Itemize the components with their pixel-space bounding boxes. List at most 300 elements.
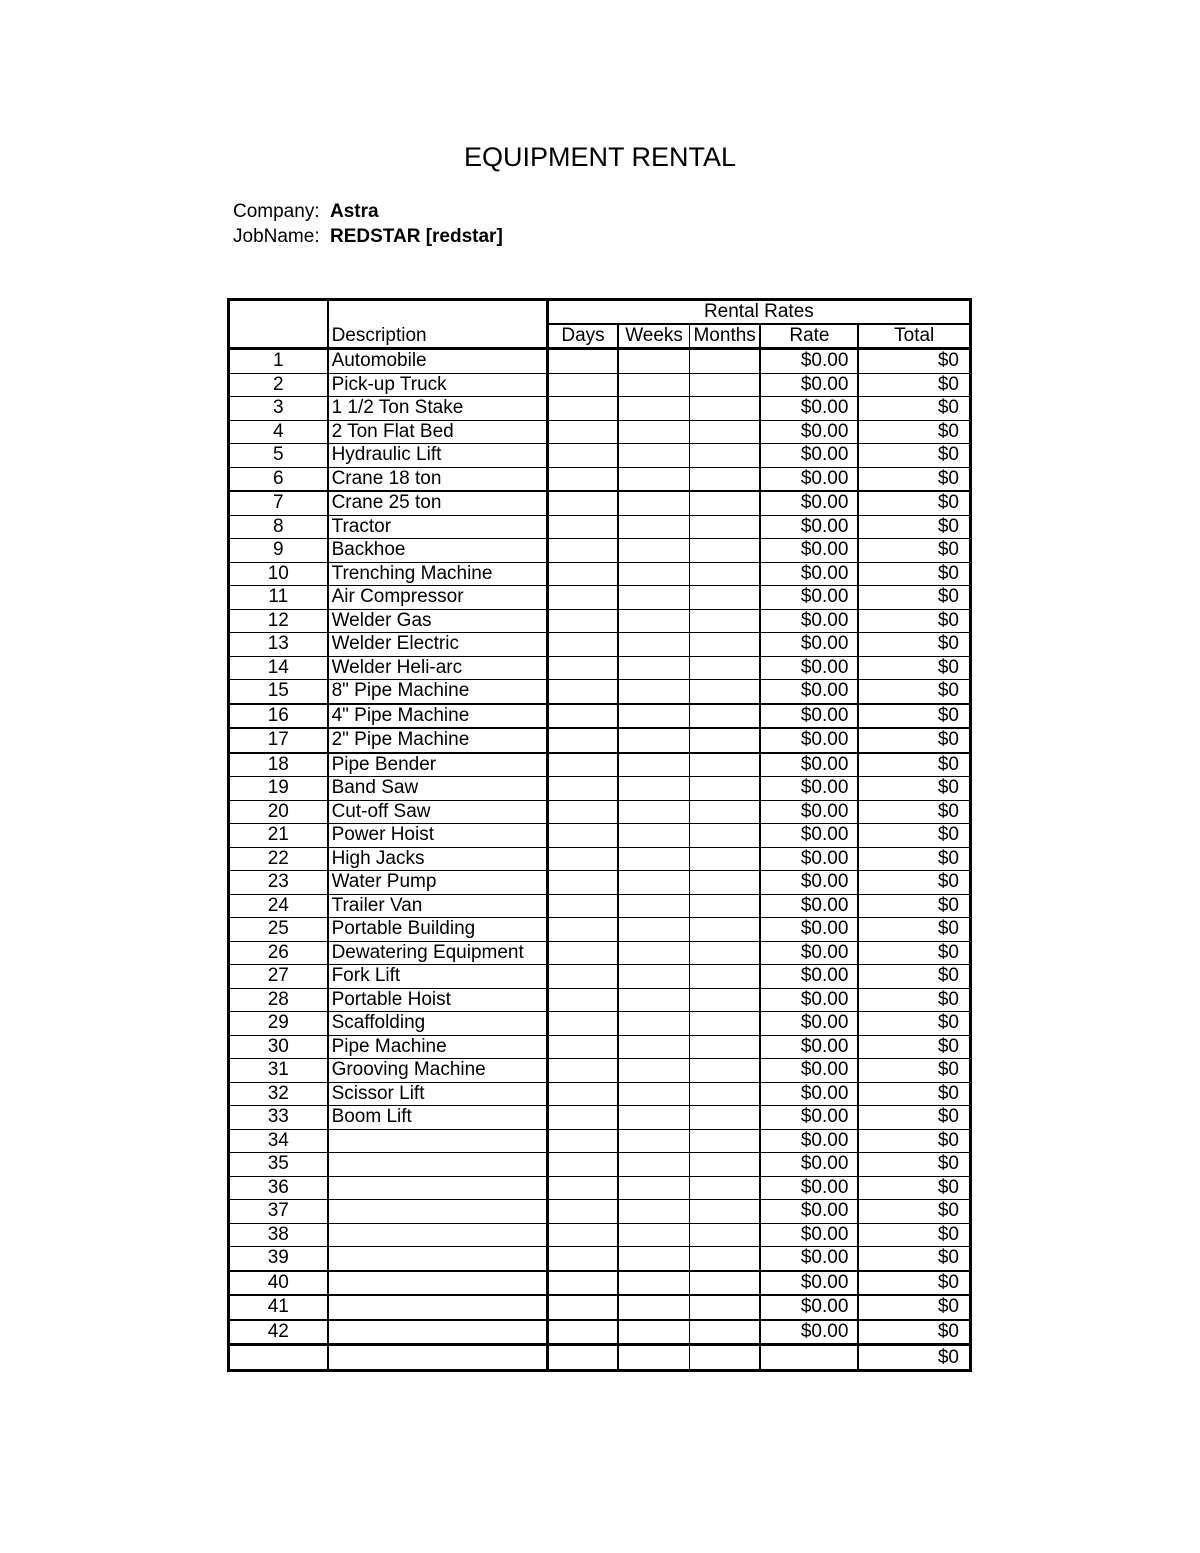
row-months-cell (689, 420, 760, 444)
row-months-cell (689, 1082, 760, 1106)
row-total: $0 (858, 1012, 970, 1036)
row-number: 29 (229, 1012, 328, 1036)
company-label: Company: (233, 201, 320, 222)
row-description: Trailer Van (328, 894, 548, 918)
row-number: 28 (229, 988, 328, 1012)
row-days-cell (547, 1271, 618, 1296)
row-weeks-cell (618, 728, 689, 753)
row-weeks-cell (618, 753, 689, 777)
row-days-cell (547, 373, 618, 397)
row-total: $0 (858, 373, 970, 397)
row-weeks-cell (618, 847, 689, 871)
table-row (229, 894, 971, 918)
row-weeks-cell (618, 1153, 689, 1177)
row-total: $0 (858, 1295, 970, 1320)
row-description: Crane 18 ton (328, 467, 548, 491)
table-row (229, 373, 971, 397)
row-days-cell (547, 1106, 618, 1130)
row-number: 39 (229, 1247, 328, 1271)
row-weeks-cell (618, 420, 689, 444)
table-row (229, 847, 971, 871)
row-months-cell (689, 918, 760, 942)
row-months-cell (689, 1247, 760, 1271)
row-number: 9 (229, 539, 328, 563)
row-weeks-cell (618, 1035, 689, 1059)
row-total: $0 (858, 349, 970, 374)
row-days-cell (547, 1200, 618, 1224)
row-rate: $0.00 (760, 918, 858, 942)
row-description: Portable Hoist (328, 988, 548, 1012)
table-row (229, 515, 971, 539)
row-months-cell (689, 373, 760, 397)
row-description (328, 1295, 548, 1320)
row-description: Pipe Machine (328, 1035, 548, 1059)
row-days-cell (547, 397, 618, 421)
row-total: $0 (858, 1035, 970, 1059)
row-number: 26 (229, 941, 328, 965)
row-months-cell (689, 680, 760, 704)
row-months-cell (689, 704, 760, 729)
table-row (229, 753, 971, 777)
table-row (229, 586, 971, 610)
row-weeks-cell (618, 941, 689, 965)
header-total: Total (858, 324, 970, 349)
row-days-cell (547, 1247, 618, 1271)
row-rate: $0.00 (760, 467, 858, 491)
row-weeks-cell (618, 1320, 689, 1345)
table-row (229, 444, 971, 468)
row-months-cell (689, 1129, 760, 1153)
row-number: 19 (229, 777, 328, 801)
footer-weeks-cell (618, 1345, 689, 1371)
row-description: Portable Building (328, 918, 548, 942)
row-weeks-cell (618, 633, 689, 657)
table-row (229, 1082, 971, 1106)
row-weeks-cell (618, 586, 689, 610)
row-weeks-cell (618, 777, 689, 801)
row-months-cell (689, 1271, 760, 1296)
row-rate: $0.00 (760, 1153, 858, 1177)
row-months-cell (689, 586, 760, 610)
row-description (328, 1129, 548, 1153)
row-weeks-cell (618, 965, 689, 989)
row-months-cell (689, 800, 760, 824)
row-rate: $0.00 (760, 847, 858, 871)
table-row (229, 871, 971, 895)
row-number: 18 (229, 753, 328, 777)
row-weeks-cell (618, 491, 689, 515)
header-rate: Rate (760, 324, 858, 349)
row-number: 33 (229, 1106, 328, 1130)
row-months-cell (689, 562, 760, 586)
row-description (328, 1200, 548, 1224)
row-months-cell (689, 824, 760, 848)
row-weeks-cell (618, 467, 689, 491)
row-description: Boom Lift (328, 1106, 548, 1130)
row-description: Backhoe (328, 539, 548, 563)
row-total: $0 (858, 539, 970, 563)
footer-description-cell (328, 1345, 548, 1371)
row-rate: $0.00 (760, 965, 858, 989)
row-number: 32 (229, 1082, 328, 1106)
jobname-label: JobName: (233, 226, 320, 247)
row-months-cell (689, 1012, 760, 1036)
table-row (229, 656, 971, 680)
row-weeks-cell (618, 894, 689, 918)
row-total: $0 (858, 680, 970, 704)
row-months-cell (689, 1106, 760, 1130)
row-days-cell (547, 1320, 618, 1345)
table-row (229, 800, 971, 824)
row-months-cell (689, 444, 760, 468)
row-days-cell (547, 704, 618, 729)
row-rate: $0.00 (760, 824, 858, 848)
row-days-cell (547, 777, 618, 801)
row-days-cell (547, 539, 618, 563)
row-total: $0 (858, 515, 970, 539)
row-rate: $0.00 (760, 1106, 858, 1130)
row-total: $0 (858, 1106, 970, 1130)
table-row (229, 1247, 971, 1271)
row-number: 11 (229, 586, 328, 610)
company-value: Astra (330, 201, 379, 222)
row-number: 22 (229, 847, 328, 871)
row-description: Tractor (328, 515, 548, 539)
row-months-cell (689, 728, 760, 753)
row-number: 34 (229, 1129, 328, 1153)
table-row (229, 1271, 971, 1296)
row-description (328, 1176, 548, 1200)
row-months-cell (689, 609, 760, 633)
grand-total: $0 (858, 1345, 970, 1371)
row-number: 1 (229, 349, 328, 374)
row-days-cell (547, 800, 618, 824)
row-total: $0 (858, 800, 970, 824)
row-weeks-cell (618, 373, 689, 397)
row-days-cell (547, 965, 618, 989)
row-rate: $0.00 (760, 988, 858, 1012)
row-number: 2 (229, 373, 328, 397)
row-rate: $0.00 (760, 349, 858, 374)
row-months-cell (689, 1295, 760, 1320)
table-row (229, 539, 971, 563)
row-description: Pipe Bender (328, 753, 548, 777)
row-days-cell (547, 918, 618, 942)
row-weeks-cell (618, 1295, 689, 1320)
row-months-cell (689, 633, 760, 657)
row-total: $0 (858, 491, 970, 515)
row-description: Power Hoist (328, 824, 548, 848)
row-number: 4 (229, 420, 328, 444)
grand-total-row (229, 1345, 971, 1371)
row-number: 35 (229, 1153, 328, 1177)
header-days: Days (547, 324, 618, 349)
row-rate: $0.00 (760, 586, 858, 610)
row-total: $0 (858, 1320, 970, 1345)
row-number: 14 (229, 656, 328, 680)
row-days-cell (547, 609, 618, 633)
row-number: 3 (229, 397, 328, 421)
row-description: Trenching Machine (328, 562, 548, 586)
row-days-cell (547, 420, 618, 444)
row-total: $0 (858, 1129, 970, 1153)
row-total: $0 (858, 824, 970, 848)
row-number: 38 (229, 1223, 328, 1247)
table-row (229, 941, 971, 965)
row-number: 21 (229, 824, 328, 848)
row-rate: $0.00 (760, 680, 858, 704)
row-rate: $0.00 (760, 1012, 858, 1036)
company-line (233, 201, 379, 223)
row-description: 1 1/2 Ton Stake (328, 397, 548, 421)
row-weeks-cell (618, 1247, 689, 1271)
row-days-cell (547, 1153, 618, 1177)
row-description: Pick-up Truck (328, 373, 548, 397)
table-row (229, 988, 971, 1012)
row-number: 5 (229, 444, 328, 468)
row-number: 12 (229, 609, 328, 633)
row-months-cell (689, 894, 760, 918)
row-days-cell (547, 847, 618, 871)
row-number: 40 (229, 1271, 328, 1296)
row-rate: $0.00 (760, 539, 858, 563)
row-days-cell (547, 562, 618, 586)
row-description: Band Saw (328, 777, 548, 801)
header-months: Months (689, 324, 760, 349)
row-months-cell (689, 349, 760, 374)
header-rental-rates: Rental Rates (547, 300, 970, 325)
page-title: EQUIPMENT RENTAL (463, 142, 737, 172)
row-total: $0 (858, 704, 970, 729)
row-number: 27 (229, 965, 328, 989)
table-row (229, 1295, 971, 1320)
row-days-cell (547, 1059, 618, 1083)
row-number: 7 (229, 491, 328, 515)
jobname-value: REDSTAR [redstar] (330, 226, 503, 247)
table-row (229, 562, 971, 586)
table-row (229, 397, 971, 421)
table-row (229, 1153, 971, 1177)
row-rate: $0.00 (760, 704, 858, 729)
row-weeks-cell (618, 800, 689, 824)
row-days-cell (547, 444, 618, 468)
row-rate: $0.00 (760, 753, 858, 777)
row-rate: $0.00 (760, 397, 858, 421)
table-row (229, 1223, 971, 1247)
row-rate: $0.00 (760, 656, 858, 680)
row-months-cell (689, 965, 760, 989)
header-row-group (229, 300, 971, 325)
row-total: $0 (858, 965, 970, 989)
row-months-cell (689, 753, 760, 777)
row-description: 4" Pipe Machine (328, 704, 548, 729)
row-number: 8 (229, 515, 328, 539)
table-row (229, 680, 971, 704)
row-rate: $0.00 (760, 373, 858, 397)
row-description (328, 1153, 548, 1177)
row-description: 2 Ton Flat Bed (328, 420, 548, 444)
row-months-cell (689, 1200, 760, 1224)
row-total: $0 (858, 609, 970, 633)
row-weeks-cell (618, 539, 689, 563)
row-number: 24 (229, 894, 328, 918)
row-number: 25 (229, 918, 328, 942)
row-weeks-cell (618, 824, 689, 848)
row-description: Welder Gas (328, 609, 548, 633)
row-description (328, 1320, 548, 1345)
row-weeks-cell (618, 1223, 689, 1247)
row-number: 37 (229, 1200, 328, 1224)
footer-number-cell (229, 1345, 328, 1371)
row-description: Dewatering Equipment (328, 941, 548, 965)
table-row (229, 467, 971, 491)
row-weeks-cell (618, 871, 689, 895)
table-row (229, 728, 971, 753)
row-rate: $0.00 (760, 777, 858, 801)
row-months-cell (689, 1223, 760, 1247)
row-number: 6 (229, 467, 328, 491)
row-months-cell (689, 871, 760, 895)
table-row (229, 349, 971, 374)
row-weeks-cell (618, 918, 689, 942)
row-number: 42 (229, 1320, 328, 1345)
row-description (328, 1271, 548, 1296)
table-row (229, 1012, 971, 1036)
row-months-cell (689, 1320, 760, 1345)
table-row (229, 704, 971, 729)
row-description: Cut-off Saw (328, 800, 548, 824)
header-number-cell (229, 300, 328, 349)
row-rate: $0.00 (760, 444, 858, 468)
row-days-cell (547, 1012, 618, 1036)
row-rate: $0.00 (760, 633, 858, 657)
row-description: Hydraulic Lift (328, 444, 548, 468)
row-total: $0 (858, 871, 970, 895)
row-total: $0 (858, 847, 970, 871)
table-row (229, 1200, 971, 1224)
row-weeks-cell (618, 515, 689, 539)
row-total: $0 (858, 777, 970, 801)
row-weeks-cell (618, 609, 689, 633)
row-total: $0 (858, 1059, 970, 1083)
row-description: 2" Pipe Machine (328, 728, 548, 753)
row-months-cell (689, 491, 760, 515)
row-days-cell (547, 1035, 618, 1059)
header-weeks: Weeks (618, 324, 689, 349)
row-months-cell (689, 656, 760, 680)
row-total: $0 (858, 1223, 970, 1247)
row-rate: $0.00 (760, 1320, 858, 1345)
row-description: Scaffolding (328, 1012, 548, 1036)
row-total: $0 (858, 753, 970, 777)
row-description: Water Pump (328, 871, 548, 895)
row-rate: $0.00 (760, 894, 858, 918)
row-description: Fork Lift (328, 965, 548, 989)
row-number: 20 (229, 800, 328, 824)
row-number: 15 (229, 680, 328, 704)
row-weeks-cell (618, 656, 689, 680)
row-days-cell (547, 941, 618, 965)
row-total: $0 (858, 1153, 970, 1177)
row-total: $0 (858, 988, 970, 1012)
row-number: 30 (229, 1035, 328, 1059)
row-rate: $0.00 (760, 1129, 858, 1153)
row-days-cell (547, 491, 618, 515)
row-rate: $0.00 (760, 1035, 858, 1059)
row-days-cell (547, 656, 618, 680)
row-months-cell (689, 1059, 760, 1083)
row-days-cell (547, 633, 618, 657)
row-rate: $0.00 (760, 1271, 858, 1296)
footer-days-cell (547, 1345, 618, 1371)
row-description: Air Compressor (328, 586, 548, 610)
row-weeks-cell (618, 1129, 689, 1153)
row-days-cell (547, 515, 618, 539)
row-days-cell (547, 349, 618, 374)
row-weeks-cell (618, 704, 689, 729)
row-weeks-cell (618, 1082, 689, 1106)
row-weeks-cell (618, 1200, 689, 1224)
equipment-rental-table (227, 298, 972, 1372)
row-number: 13 (229, 633, 328, 657)
row-months-cell (689, 515, 760, 539)
row-rate: $0.00 (760, 941, 858, 965)
row-rate: $0.00 (760, 800, 858, 824)
row-rate: $0.00 (760, 1200, 858, 1224)
row-weeks-cell (618, 349, 689, 374)
row-months-cell (689, 847, 760, 871)
table-row (229, 1320, 971, 1345)
row-number: 17 (229, 728, 328, 753)
row-days-cell (547, 1129, 618, 1153)
row-months-cell (689, 539, 760, 563)
row-rate: $0.00 (760, 609, 858, 633)
row-total: $0 (858, 467, 970, 491)
row-months-cell (689, 467, 760, 491)
row-weeks-cell (618, 444, 689, 468)
row-months-cell (689, 1035, 760, 1059)
table-row (229, 918, 971, 942)
table-row (229, 633, 971, 657)
table-row (229, 1035, 971, 1059)
row-total: $0 (858, 894, 970, 918)
row-total: $0 (858, 1176, 970, 1200)
row-number: 10 (229, 562, 328, 586)
row-weeks-cell (618, 397, 689, 421)
row-rate: $0.00 (760, 1295, 858, 1320)
row-days-cell (547, 824, 618, 848)
row-total: $0 (858, 1200, 970, 1224)
row-total: $0 (858, 728, 970, 753)
row-description: 8" Pipe Machine (328, 680, 548, 704)
table-row (229, 1129, 971, 1153)
table-row (229, 609, 971, 633)
row-rate: $0.00 (760, 562, 858, 586)
table-row (229, 1176, 971, 1200)
footer-months-cell (689, 1345, 760, 1371)
row-days-cell (547, 894, 618, 918)
row-rate: $0.00 (760, 1082, 858, 1106)
table-row (229, 491, 971, 515)
row-days-cell (547, 988, 618, 1012)
row-rate: $0.00 (760, 1247, 858, 1271)
row-days-cell (547, 728, 618, 753)
row-weeks-cell (618, 988, 689, 1012)
header-description: Description (328, 300, 548, 349)
row-months-cell (689, 777, 760, 801)
row-description: Grooving Machine (328, 1059, 548, 1083)
jobname-line (233, 226, 503, 248)
